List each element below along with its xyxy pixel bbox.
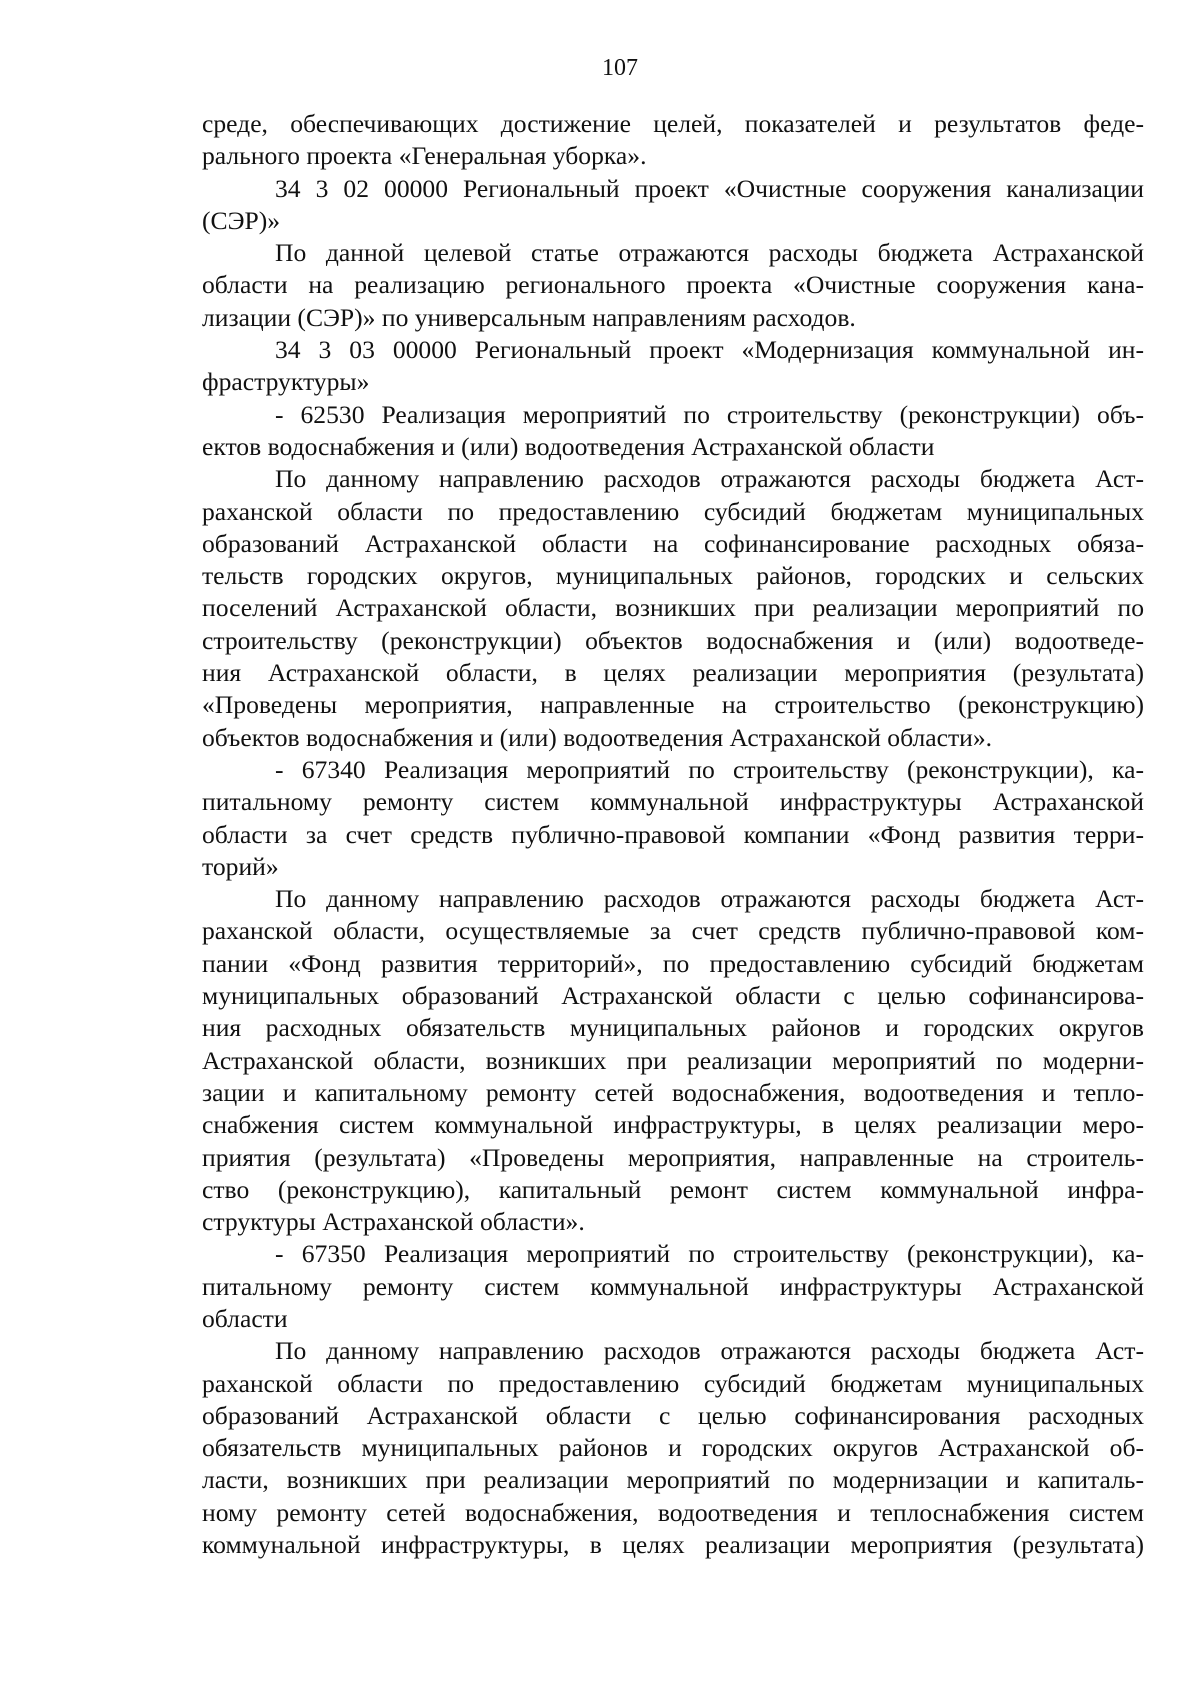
text-line: коммунальной инфраструктуры, в целях реализации мероприятия (результата) bbox=[202, 1530, 1144, 1560]
text-line: Астраханской области, возникших при реализации мероприятий по модерни- bbox=[202, 1045, 1144, 1075]
paragraph bbox=[202, 1238, 1144, 1335]
text-line: ния Астраханской области, в целях реализации мероприятия (результата) bbox=[202, 658, 1144, 688]
paragraph bbox=[202, 399, 1144, 464]
text-line: снабжения систем коммунальной инфраструктуры, в целях реализации меро- bbox=[202, 1110, 1144, 1140]
text-line: лизации (СЭР)» по универсальным направлениям расходов. bbox=[202, 302, 856, 332]
text-line: По данному направлению расходов отражаются расходы бюджета Аст- bbox=[275, 1336, 1144, 1366]
text-line: ласти, возникших при реализации мероприятий по модернизации и капиталь- bbox=[202, 1465, 1144, 1495]
paragraph bbox=[202, 883, 1144, 1238]
text-line: строительству (реконструкции) объектов водоснабжения и (или) водоотведе- bbox=[202, 625, 1144, 655]
paragraph bbox=[202, 1335, 1144, 1561]
text-line: структуры Астраханской области». bbox=[202, 1207, 585, 1237]
text-line: образований Астраханской области на софинансирование расходных обяза- bbox=[202, 528, 1144, 558]
text-line: По данному направлению расходов отражаются расходы бюджета Аст- bbox=[275, 884, 1144, 914]
text-line: области на реализацию регионального проекта «Очистные сооружения кана- bbox=[202, 270, 1144, 300]
text-line: питальному ремонту систем коммунальной инфраструктуры Астраханской bbox=[202, 1271, 1144, 1301]
text-line: ному ремонту сетей водоснабжения, водоотведения и теплоснабжения систем bbox=[202, 1497, 1144, 1527]
text-line: раханской области по предоставлению субсидий бюджетам муниципальных bbox=[202, 496, 1144, 526]
paragraph bbox=[202, 463, 1144, 754]
text-line: тельств городских округов, муниципальных районов, городских и сельских bbox=[202, 561, 1144, 591]
text-line: (СЭР)» bbox=[202, 205, 281, 235]
text-line: питальному ремонту систем коммунальной инфраструктуры Астраханской bbox=[202, 787, 1144, 817]
text-line: области за счет средств публично-правовой компании «Фонд развития терри- bbox=[202, 819, 1144, 849]
text-line: образований Астраханской области с целью софинансирования расходных bbox=[202, 1400, 1144, 1430]
paragraph bbox=[202, 754, 1144, 883]
text-line: - 67350 Реализация мероприятий по строительству (реконструкции), ка- bbox=[275, 1239, 1144, 1269]
page-number: 107 bbox=[602, 55, 638, 81]
text-line: рального проекта «Генеральная уборка». bbox=[202, 141, 647, 171]
text-line: фраструктуры» bbox=[202, 367, 370, 397]
text-line: муниципальных образований Астраханской области с целью софинансирова- bbox=[202, 981, 1144, 1011]
text-line: 34 3 02 00000 Региональный проект «Очистные сооружения канализации bbox=[275, 173, 1144, 203]
text-line: ния расходных обязательств муниципальных районов и городских округов bbox=[202, 1013, 1144, 1043]
text-line: приятия (результата) «Проведены мероприятия, направленные на строитель- bbox=[202, 1142, 1144, 1172]
text-line: - 67340 Реализация мероприятий по строительству (реконструкции), ка- bbox=[275, 754, 1144, 784]
text-line: ектов водоснабжения и (или) водоотведения Астраханской области bbox=[202, 431, 935, 461]
paragraph bbox=[202, 108, 1144, 173]
text-line: области bbox=[202, 1303, 288, 1333]
text-line: - 62530 Реализация мероприятий по строительству (реконструкции) объ- bbox=[275, 399, 1144, 429]
text-line: пании «Фонд развития территорий», по предоставлению субсидий бюджетам bbox=[202, 948, 1144, 978]
text-line: поселений Астраханской области, возникших при реализации мероприятий по bbox=[202, 593, 1144, 623]
text-line: зации и капитальному ремонту сетей водоснабжения, водоотведения и тепло- bbox=[202, 1077, 1144, 1107]
text-line: раханской области, осуществляемые за счет средств публично-правовой ком- bbox=[202, 916, 1144, 946]
text-line: ство (реконструкцию), капитальный ремонт систем коммунальной инфра- bbox=[202, 1174, 1144, 1204]
text-line: «Проведены мероприятия, направленные на строительство (реконструкцию) bbox=[202, 690, 1144, 720]
paragraph bbox=[202, 173, 1144, 238]
paragraph bbox=[202, 334, 1144, 399]
text-line: По данной целевой статье отражаются расходы бюджета Астраханской bbox=[275, 238, 1144, 268]
paragraph bbox=[202, 237, 1144, 334]
text-line: раханской области по предоставлению субсидий бюджетам муниципальных bbox=[202, 1368, 1144, 1398]
document-body bbox=[202, 108, 1144, 1561]
text-line: По данному направлению расходов отражаются расходы бюджета Аст- bbox=[275, 464, 1144, 494]
text-line: 34 3 03 00000 Региональный проект «Модернизация коммунальной ин- bbox=[275, 335, 1144, 365]
text-line: среде, обеспечивающих достижение целей, показателей и результатов феде- bbox=[202, 109, 1144, 138]
text-line: объектов водоснабжения и (или) водоотведения Астраханской области». bbox=[202, 722, 993, 752]
text-line: обязательств муниципальных районов и городских округов Астраханской об- bbox=[202, 1433, 1144, 1463]
text-line: торий» bbox=[202, 851, 279, 881]
